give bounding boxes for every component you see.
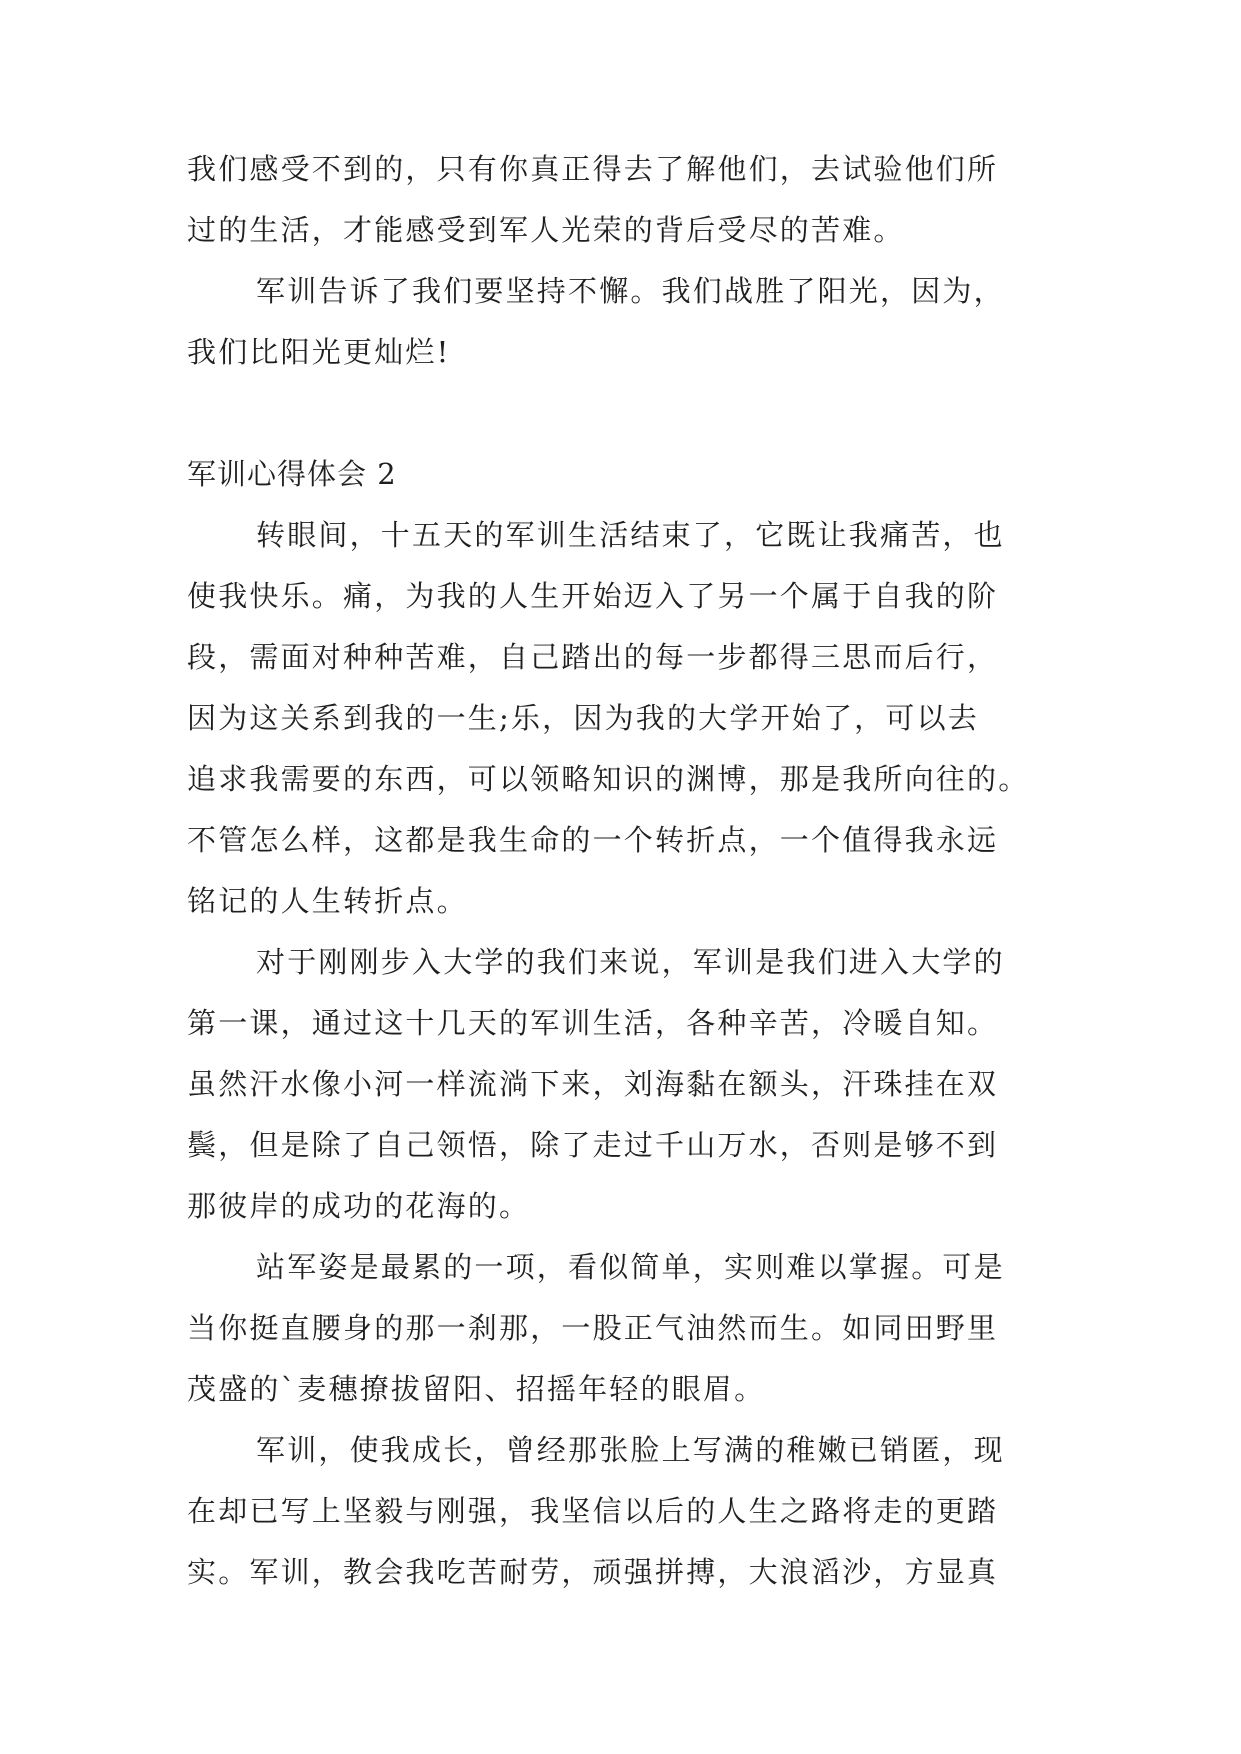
- paragraph-line: 在却已写上坚毅与刚强，我坚信以后的人生之路将走的更踏: [187, 1494, 999, 1528]
- paragraph-line: 鬓，但是除了自己领悟，除了走过千山万水，否则是够不到: [187, 1128, 999, 1162]
- paragraph-line: 铭记的人生转折点。: [187, 884, 468, 918]
- paragraph-line: 茂盛的`麦穗撩拔留阳、招摇年轻的眼眉。: [187, 1372, 766, 1406]
- paragraph-line: 过的生活，才能感受到军人光荣的背后受尽的苦难。: [187, 213, 905, 247]
- paragraph-line: 转眼间，十五天的军训生活结束了，它既让我痛苦，也: [256, 518, 1005, 552]
- paragraph-line: 使我快乐。痛，为我的人生开始迈入了另一个属于自我的阶: [187, 579, 999, 613]
- paragraph-line: 实。军训，教会我吃苦耐劳，顽强拼搏，大浪滔沙，方显真: [187, 1555, 999, 1589]
- paragraph-line: 段，需面对种种苦难，自己踏出的每一步都得三思而后行，: [187, 640, 999, 674]
- paragraph-line: 军训，使我成长，曾经那张脸上写满的稚嫩已销匿，现: [256, 1433, 1005, 1467]
- paragraph-line: 当你挺直腰身的那一刹那，一股正气油然而生。如同田野里: [187, 1311, 999, 1345]
- paragraph-line: 那彼岸的成功的花海的。: [187, 1189, 531, 1223]
- paragraph-line: 不管怎么样，这都是我生命的一个转折点，一个值得我永远: [187, 823, 999, 857]
- paragraph-line: 第一课，通过这十几天的军训生活，各种辛苦，冷暖自知。: [187, 1006, 999, 1040]
- paragraph-line: 我们比阳光更灿烂!: [187, 335, 451, 369]
- paragraph-line: 因为这关系到我的一生;乐，因为我的大学开始了，可以去: [187, 701, 979, 735]
- paragraph-line: 追求我需要的东西，可以领略知识的渊博，那是我所向往的。: [187, 762, 1030, 796]
- paragraph-line: 对于刚刚步入大学的我们来说，军训是我们进入大学的: [256, 945, 1005, 979]
- paragraph-line: 军训告诉了我们要坚持不懈。我们战胜了阳光，因为，: [256, 274, 1005, 308]
- section-heading: 军训心得体会 2: [187, 457, 397, 491]
- paragraph-line: 站军姿是最累的一项，看似简单，实则难以掌握。可是: [256, 1250, 1005, 1284]
- paragraph-line: 虽然汗水像小河一样流淌下来，刘海黏在额头，汗珠挂在双: [187, 1067, 999, 1101]
- paragraph-line: 我们感受不到的，只有你真正得去了解他们，去试验他们所: [187, 152, 999, 186]
